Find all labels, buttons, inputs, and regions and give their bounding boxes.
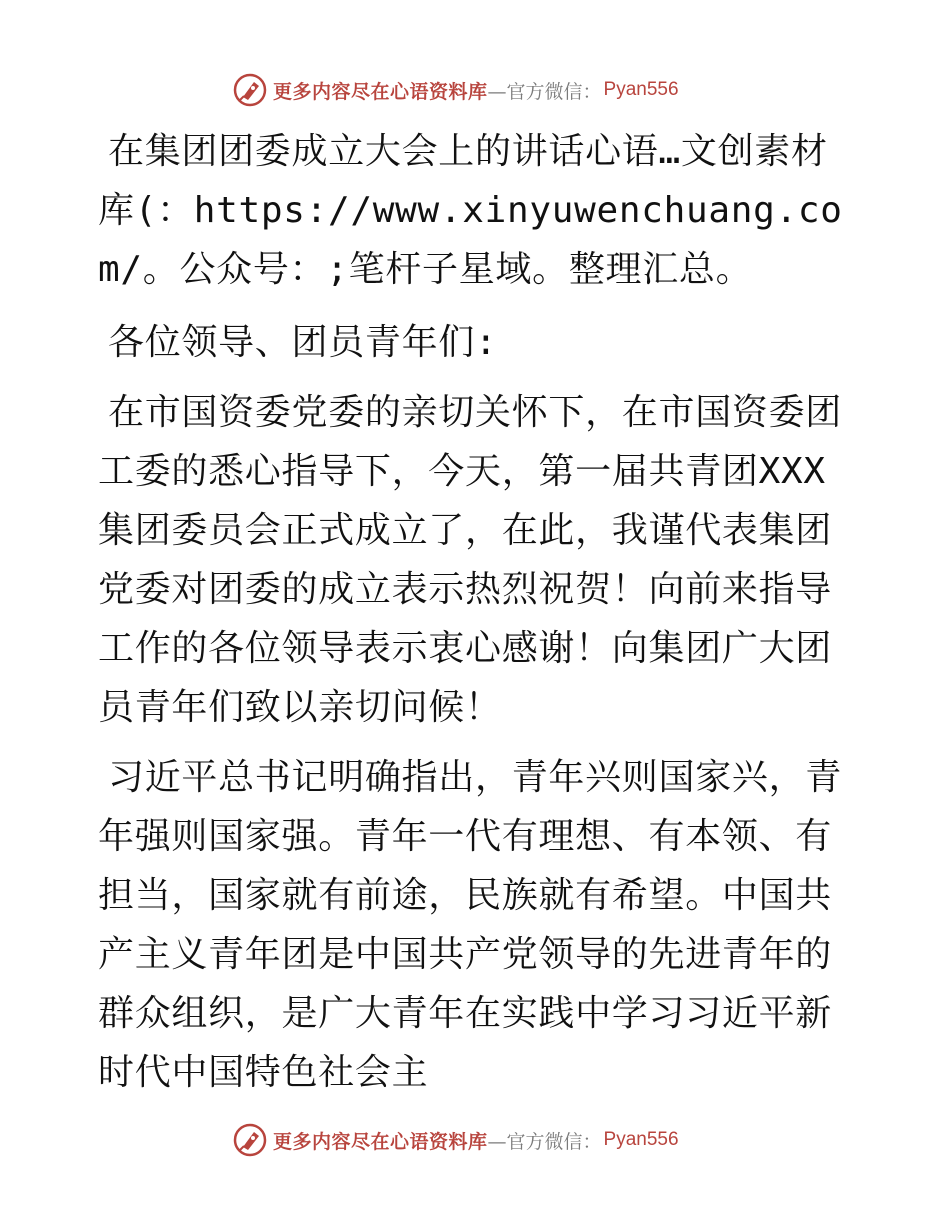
watermark-main-text: 更多内容尽在心语资料库	[273, 80, 488, 103]
pen-nib-logo-icon	[233, 1123, 267, 1157]
salutation-paragraph: 各位领导、团员青年们:	[108, 322, 498, 363]
body-paragraph: 习近平总书记明确指出，青年兴则国家兴，青年强则国家强。青年一代有理想、有本领、有担当，国家就有前途，民族就有希望。中国共产主义青年团是中国共产党领导的先进青年的群众组织，是广大青年在实践中学习习近平新时代中国特色社会主	[98, 757, 843, 1093]
footer-watermark	[233, 1123, 713, 1157]
watermark-sub-text: —官方微信：	[487, 80, 602, 103]
watermark-sub-text: —官方微信：	[487, 1130, 602, 1153]
pen-nib-logo-icon	[233, 73, 267, 107]
watermark-main-text: 更多内容尽在心语资料库	[273, 1130, 488, 1153]
document-title-paragraph: 在集团团委成立大会上的讲话心语…文创素材库(：https://www.xinyuwenchuang.com/。公众号：;笔杆子星域。整理汇总。	[98, 131, 843, 290]
body-paragraph: 在市国资委党委的亲切关怀下，在市国资委团工委的悉心指导下，今天，第一届共青团XXX集团委员会正式成立了，在此，我谨代表集团党委对团委的成立表示热烈祝贺！向前来指导工作的各位领导表示衷心感谢！向集团广大团员青年们致以亲切问候！	[98, 392, 843, 728]
document-body	[98, 122, 858, 1113]
header-watermark	[233, 73, 713, 107]
watermark-wechat-id: Pyan556	[603, 79, 679, 100]
watermark-wechat-id: Pyan556	[603, 1129, 679, 1150]
